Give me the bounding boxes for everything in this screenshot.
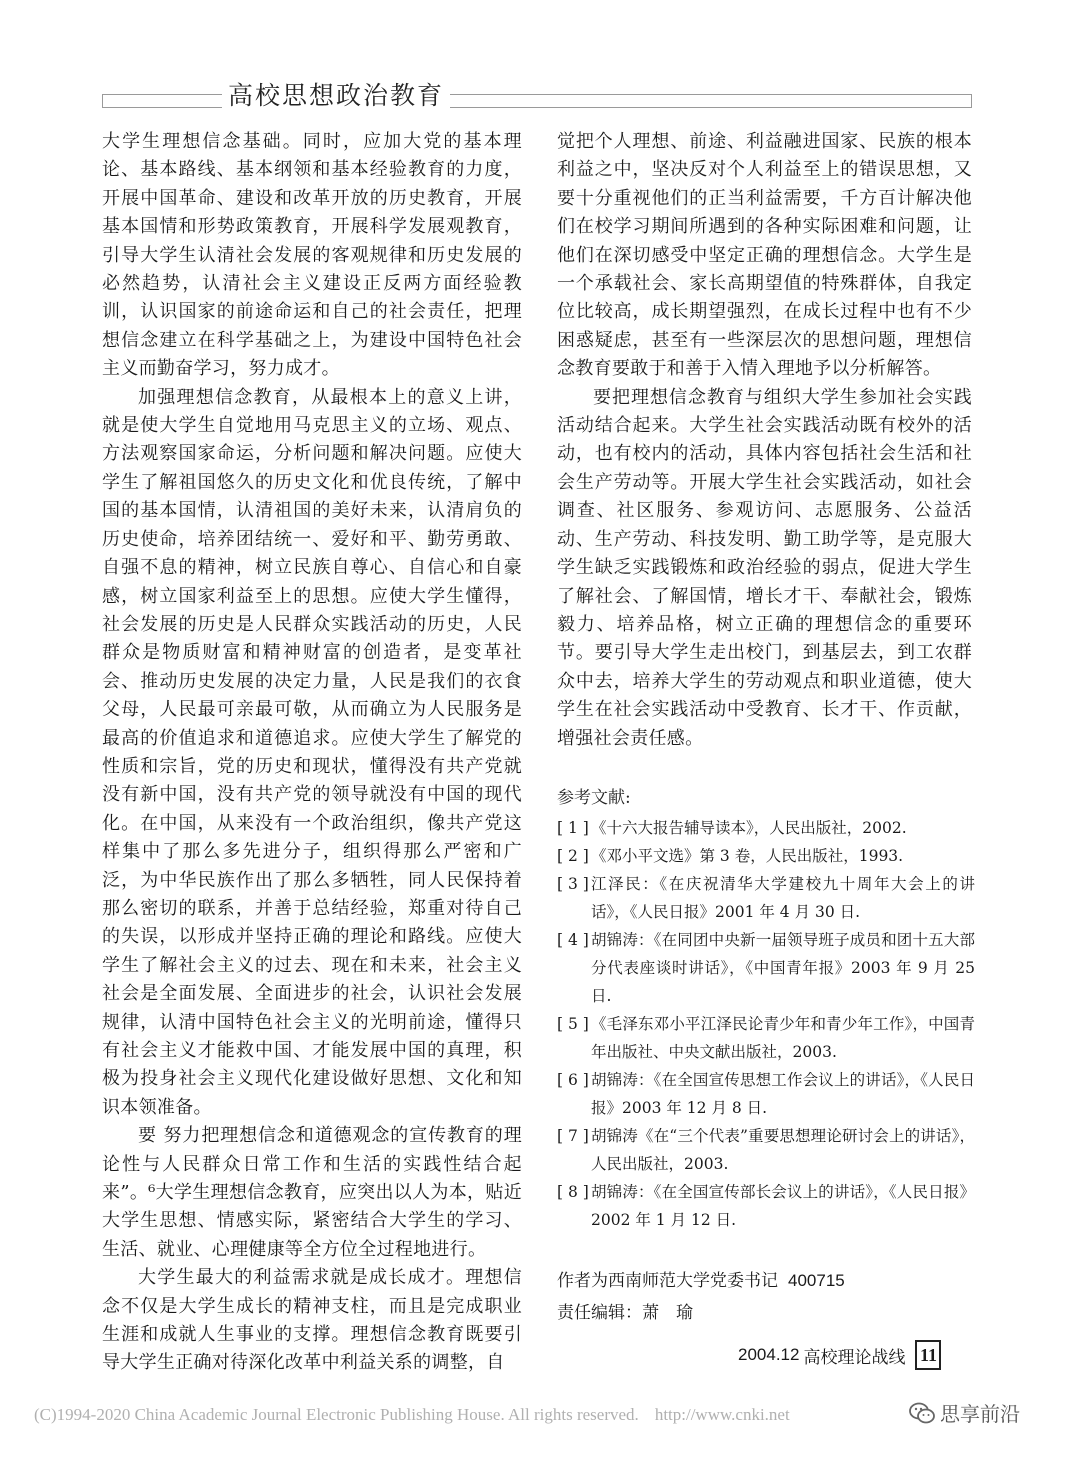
- reference-text: 胡锦涛：《在全国宣传思想工作会议上的讲话》，《人民日报》2003 年 12 月 8 日.: [591, 1071, 975, 1117]
- reference-item: [557, 814, 975, 842]
- paragraph: 要 努力把理想信念和道德观念的宣传教育的理论性与人民群众日常工作和生活的实践性结合起来”。⁶大学生理想信念教育，应突出以人为本，贴近大学生思想、情感实际，紧密结合大学生的学习、生活、就业、心理健康等全方位全过程地进行。: [102, 1125, 522, 1260]
- reference-item: [557, 926, 975, 1010]
- page-number: 11: [915, 1340, 941, 1370]
- references-list: [557, 814, 975, 1234]
- reference-item: [557, 842, 975, 870]
- author-label: 作者为西南师范大学党委书记: [557, 1271, 778, 1291]
- section-title: 高校思想政治教育: [222, 76, 450, 112]
- copyright-url: http://www.cnki.net: [654, 1405, 790, 1424]
- issue-date: 2004.12: [738, 1345, 800, 1364]
- wechat-watermark: [908, 1398, 1020, 1427]
- journal-footer: [738, 1340, 941, 1370]
- reference-item: [557, 1066, 975, 1122]
- reference-number: [ 3 ]: [557, 875, 589, 893]
- reference-item: [557, 1178, 975, 1234]
- right-column: [557, 128, 972, 753]
- reference-item: [557, 870, 975, 926]
- reference-text: 《毛泽东邓小平江泽民论青少年和青少年工作》，中国青年出版社、中央文献出版社，2003.: [591, 1015, 975, 1061]
- references-title: 参考文献:: [557, 788, 631, 808]
- reference-number: [ 7 ]: [557, 1127, 589, 1145]
- paragraph: 大学生理想信念基础。同时，应加大党的基本理论、基本路线、基本纲领和基本经验教育的力度，开展中国革命、建设和改革开放的历史教育，开展基本国情和形势政策教育，开展科学发展观教育，引导大学生认清社会发展的客观规律和历史发展的必然趋势，认清社会主义建设正反两方面经验教训，认识国家的前途命运和自己的社会责任，把理想信念建立在科学基础之上，为建设中国特色社会主义而勤奋学习，努力成才。: [102, 131, 522, 380]
- copyright-notice: [34, 1405, 790, 1425]
- left-column: [102, 128, 522, 1378]
- responsible-editor: 责任编辑：萧 瑜: [557, 1303, 693, 1323]
- postal-code: 400715: [788, 1271, 845, 1290]
- paragraph: 觉把个人理想、前途、利益融进国家、民族的根本利益之中，坚决反对个人利益至上的错误思想，又要十分重视他们的正当利益需要，千方百计解决他们在校学习期间所遇到的各种实际困难和问题，让他们在深切感受中坚定正确的理想信念。大学生是一个承载社会、家长高期望值的特殊群体，自我定位比较高，成长期望强烈，在成长过程中也有不少困惑疑虑，甚至有一些深层次的思想问题，理想信念教育要敢于和善于入情入理地予以分析解答。: [557, 131, 972, 380]
- wechat-icon: [908, 1401, 936, 1425]
- reference-text: 江泽民：《在庆祝清华大学建校九十周年大会上的讲话》，《人民日报》2001 年 4 月 30 日.: [591, 875, 975, 921]
- copyright-text: (C)1994-2020 China Academic Journal Electronic Publishing House. All rights reserved.: [34, 1405, 639, 1424]
- reference-item: [557, 1122, 975, 1178]
- reference-number: [ 1 ]: [557, 819, 589, 837]
- reference-text: 《邓小平文选》第 3 卷，人民出版社，1993.: [591, 847, 904, 865]
- reference-number: [ 4 ]: [557, 931, 589, 949]
- reference-number: [ 5 ]: [557, 1015, 589, 1033]
- watermark-label: 思享前沿: [940, 1402, 1020, 1426]
- paragraph: 要把理想信念教育与组织大学生参加社会实践活动结合起来。大学生社会实践活动既有校外的活动，也有校内的活动，具体内容包括社会生活和社会生产劳动等。开展大学生社会实践活动，如社会调查、社区服务、参观访问、志愿服务、公益活动、生产劳动、科技发明、勤工助学等，是克服大学生缺乏实践锻炼和政治经验的弱点，促进大学生了解社会、了解国情，增长才干、奉献社会，锻炼毅力、培养品格，树立正确的理想信念的重要环节。要引导大学生走出校门，到基层去，到工农群众中去，培养大学生的劳动观点和职业道德，使大学生在社会实践活动中受教育、长才干、作贡献，增强社会责任感。: [557, 386, 972, 749]
- paragraph: 加强理想信念教育，从最根本上的意义上讲，就是使大学生自觉地用马克思主义的立场、观点、方法观察国家命运，分析问题和解决问题。应使大学生了解祖国悠久的历史文化和优良传统，了解中国的基本国情，认清祖国的美好未来，认清肩负的历史使命，培养团结统一、爱好和平、勤劳勇敢、自强不息的精神，树立民族自尊心、自信心和自豪感，树立国家利益至上的思想。应使大学生懂得，社会发展的历史是人民群众实践活动的历史，人民群众是物质财富和精神财富的创造者，是变革社会、推动历史发展的决定力量，人民是我们的衣食父母，人民最可亲最可敬，从而确立为人民服务是最高的价值追求和道德追求。应使大学生了解党的性质和宗旨，党的历史和现状，懂得没有共产党就没有新中国，没有共产党的领导就没有中国的现代化。在中国，从来没有一个政治组织，像共产党这样集中了那么多先进分子，组织得那么严密和广泛，为中华民族作出了那么多牺牲，同人民保持着那么密切的联系，并善于总结经验，郑重对待自己的失误，以形成并坚持正确的理论和路线。应使大学生了解社会主义的过去、现在和未来，社会主义社会是全面发展、全面进步的社会，认识社会发展规律，认清中国特色社会主义的光明前途，懂得只有社会主义才能救中国、才能发展中国的真理，积极为投身社会主义现代化建设做好思想、文化和知识本领准备。: [102, 386, 522, 1118]
- reference-number: [ 2 ]: [557, 847, 589, 865]
- reference-text: 胡锦涛：《在同团中央新一届领导班子成员和团十五大部分代表座谈时讲话》，《中国青年报》2003 年 9 月 25 日.: [591, 931, 975, 1005]
- journal-name: 高校理论战线: [803, 1347, 906, 1368]
- author-info: [557, 1266, 845, 1291]
- paragraph: 大学生最大的利益需求就是成长成才。理想信念不仅是大学生成长的精神支柱，而且是完成职业生涯和成就人生事业的支撑。理想信念教育既要引导大学生正确对待深化改革中利益关系的调整，自: [102, 1267, 522, 1374]
- reference-number: [ 6 ]: [557, 1071, 589, 1089]
- reference-text: 胡锦涛《在“三个代表”重要思想理论研讨会上的讲话》，人民出版社，2003.: [591, 1127, 975, 1173]
- reference-item: [557, 1010, 975, 1066]
- reference-text: 胡锦涛：《在全国宣传部长会议上的讲话》，《人民日报》2002 年 1 月 12 日.: [591, 1183, 975, 1229]
- reference-text: 《十六大报告辅导读本》，人民出版社，2002.: [591, 819, 907, 837]
- reference-number: [ 8 ]: [557, 1183, 589, 1201]
